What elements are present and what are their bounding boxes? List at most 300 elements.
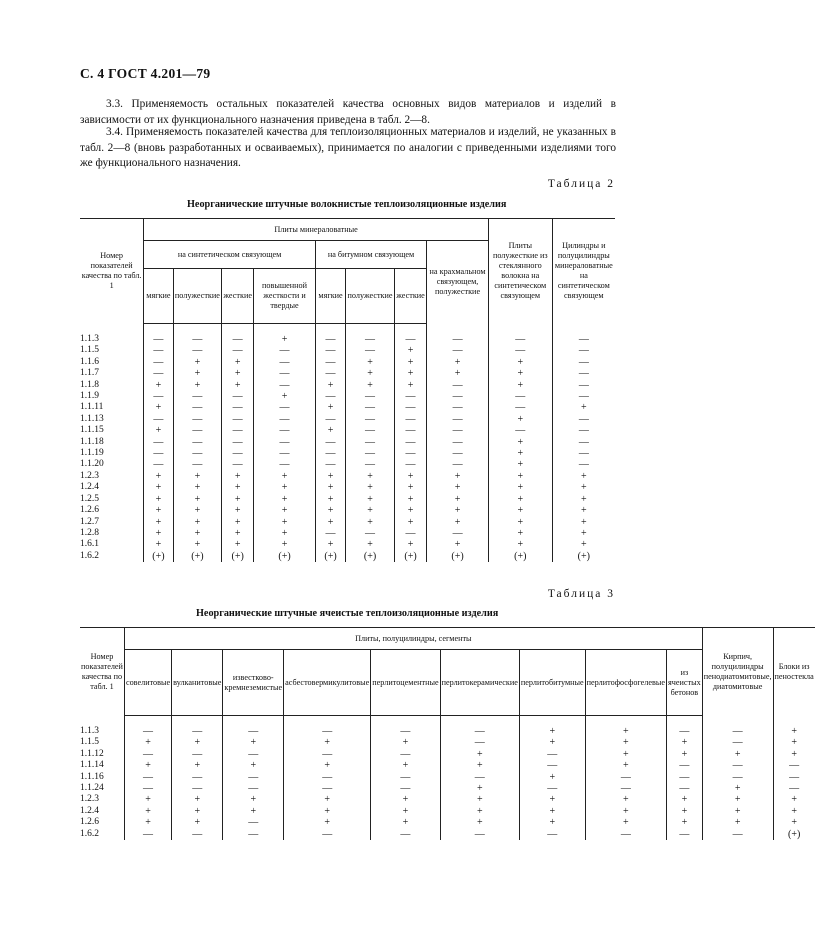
table-cell: — [315,414,345,425]
table-cell: + [284,806,371,817]
table2-head-syn-high: повышенной жесткости и твердые [254,269,316,324]
table-cell: + [346,357,395,368]
table-cell: — [702,760,773,771]
table3-head-bricks: Кирпич, полуцилиндры пенодиатомитовые, диатомитовые [702,628,773,716]
page-header: С. 4 ГОСТ 4.201—79 [80,66,211,81]
table-row [80,334,615,345]
table-cell: + [585,806,666,817]
table2-head-cylinders: Цилиндры и полуцилиндры минераловатные на синтетическом связующем [552,219,615,324]
table-cell: — [144,459,173,470]
table-cell: — [173,334,222,345]
table-cell: — [315,345,345,356]
table-cell: + [427,494,489,505]
table-cell: (+) [773,829,815,840]
table-row [80,817,815,828]
table2-head-syn-hard: жесткие [222,269,254,324]
table2-label: Таблица 2 [547,178,615,190]
table-cell: + [667,737,703,748]
table-cell: — [124,749,171,760]
table-cell: — [346,448,395,459]
table-cell: — [223,783,284,794]
table-cell: — [144,345,173,356]
table-cell: + [173,539,222,550]
table-cell: + [488,380,552,391]
table-row [80,345,615,356]
table-cell: — [222,345,254,356]
table-cell: + [254,482,316,493]
table-cell: + [488,448,552,459]
table-cell: — [124,783,171,794]
table-cell: + [124,806,171,817]
table-cell: — [427,414,489,425]
table-cell: — [315,437,345,448]
table2-head-bit-semi: полужесткие [346,269,395,324]
table-cell: — [702,772,773,783]
table3-label: Таблица 3 [547,588,615,600]
table-cell: + [552,517,615,528]
table-row [80,425,615,436]
table-cell: — [519,760,585,771]
table-cell: + [488,459,552,470]
table-cell: — [585,783,666,794]
table2-head-number: Номер показателей качества по табл. 1 [80,219,144,324]
table3-head-c1: совелитовые [124,650,171,716]
table-row [80,551,615,562]
table-cell: — [172,726,223,737]
table-cell: — [346,391,395,402]
table-cell: — [284,726,371,737]
row-number: 1.2.4 [80,482,99,493]
row-number: 1.1.18 [80,436,104,447]
table-row [80,448,615,459]
row-number: 1.6.2 [80,828,99,839]
table-row [80,806,815,817]
row-number: 1.1.7 [80,368,99,379]
table-row [80,414,615,425]
table-cell: — [346,402,395,413]
table-cell: + [773,726,815,737]
table-cell: + [552,494,615,505]
row-number: 1.1.6 [80,356,99,367]
table-cell: + [427,505,489,516]
table2-head-synthetic: на синтетическом связующем [144,241,316,269]
paragraph-3-4-text: 3.4. Применяемость показателей качества для теплоизоляционных материалов и изделий, не указанных в табл. 2—8 (вновь разработанных и осваиваемых), принимается по аналогии с приведенными изделиями того же функционального назначения. [80,126,616,169]
table-cell: — [223,749,284,760]
table-cell: — [427,437,489,448]
row-number: 1.1.9 [80,391,99,402]
table-cell: — [254,368,316,379]
table3-head-blocks: Блоки из пеностекла [773,628,815,716]
table-cell: — [254,437,316,448]
table-cell: — [371,772,440,783]
table-cell: + [488,414,552,425]
table-cell: + [254,334,316,345]
table-row [80,528,615,539]
table-cell: + [371,737,440,748]
table-cell: + [394,494,426,505]
table-cell: — [519,749,585,760]
paragraph-3-3-text: 3.3. Применяемость остальных показателей качества основных видов материалов и изделий в зависимости от их функционального назначения приведена в табл. 2—8. [80,98,616,126]
table2-head-glass-plates: Плиты полужесткие из стеклянного волокна на синтетическом связующем [488,219,552,324]
table3-head-number: Номер показателей качества по табл. 1 [80,628,124,716]
table-cell: + [346,380,395,391]
row-number: 1.1.11 [80,402,104,413]
row-number: 1.2.7 [80,516,99,527]
table-cell: — [427,334,489,345]
table-cell: — [427,345,489,356]
table-cell: + [488,505,552,516]
table-cell: + [427,517,489,528]
row-number: 1.1.14 [80,760,104,771]
table-cell: — [773,783,815,794]
table-cell: — [394,528,426,539]
table-cell: — [222,425,254,436]
table-cell: — [222,334,254,345]
table-cell: + [371,794,440,805]
table-cell: — [552,459,615,470]
table-cell: + [488,471,552,482]
table-cell: + [315,380,345,391]
table-cell: + [488,437,552,448]
table-cell: + [254,528,316,539]
table3-head-c5: перлитоцементные [371,650,440,716]
table-cell: — [488,334,552,345]
table-cell: — [394,459,426,470]
table-cell: + [124,817,171,828]
table-cell: + [427,368,489,379]
table-cell: — [552,448,615,459]
table-cell: + [519,726,585,737]
table-cell: + [488,482,552,493]
table-cell: — [773,772,815,783]
table3-body [80,726,815,840]
table-cell: + [223,806,284,817]
table-row [80,749,815,760]
table-cell: + [440,749,519,760]
table-cell: + [223,737,284,748]
table-cell: — [702,829,773,840]
table-cell: — [222,414,254,425]
table-row [80,402,615,413]
table-cell: — [552,391,615,402]
table-cell: + [346,505,395,516]
table3-title: Неорганические штучные ячеистые теплоизоляционные изделия [196,608,499,619]
table-cell: — [315,459,345,470]
row-number: 1.1.5 [80,737,99,748]
table-cell: — [427,448,489,459]
table-cell: — [552,414,615,425]
table-cell: + [254,391,316,402]
table-cell: + [394,368,426,379]
table-cell: — [346,459,395,470]
table-cell: — [315,391,345,402]
table-cell: — [394,448,426,459]
table-cell: + [172,737,223,748]
table-cell: + [254,517,316,528]
table-cell: — [346,437,395,448]
table-cell: — [440,772,519,783]
table-row [80,517,615,528]
table-cell: + [315,482,345,493]
table-cell: — [773,760,815,771]
table-cell: + [173,528,222,539]
table-cell: + [427,539,489,550]
table-cell: — [394,414,426,425]
table-cell: — [394,402,426,413]
table-cell: — [172,829,223,840]
table-cell: + [144,402,173,413]
paragraph-3-3 [80,97,616,128]
table-cell: + [440,760,519,771]
table-row [80,737,815,748]
table-cell: + [585,749,666,760]
table-row [80,760,815,771]
table-cell: (+) [346,551,395,562]
table-cell: + [371,760,440,771]
table-cell: — [173,345,222,356]
table3-head-c8: перлитофосфогелевые [585,650,666,716]
table-cell: + [488,528,552,539]
row-number: 1.1.16 [80,771,104,782]
table-cell: — [173,459,222,470]
table-cell: — [124,772,171,783]
table-cell: — [315,448,345,459]
table-cell: — [172,783,223,794]
table-cell: — [223,817,284,828]
table-cell: — [552,357,615,368]
table-cell: + [223,760,284,771]
table-cell: + [346,539,395,550]
table-cell: — [667,772,703,783]
table-cell: — [173,391,222,402]
table-row [80,482,615,493]
row-number: 1.2.5 [80,493,99,504]
table-cell: — [488,425,552,436]
row-number: 1.1.19 [80,448,104,459]
table-cell: + [222,505,254,516]
table-cell: — [284,749,371,760]
table-cell: — [667,760,703,771]
table-cell: — [427,528,489,539]
table-cell: + [440,794,519,805]
table-cell: — [667,726,703,737]
table-cell: — [488,345,552,356]
table-cell: — [552,368,615,379]
table2-head-bit-soft: мягкие [315,269,345,324]
table3-head-c7: перлитобитумные [519,650,585,716]
table-cell: — [173,437,222,448]
table-cell: + [585,817,666,828]
table-cell: + [371,817,440,828]
table-cell: + [172,760,223,771]
table-cell: + [144,539,173,550]
table3-head-c4: асбестовермикулитовые [284,650,371,716]
table-cell: — [254,448,316,459]
table-cell: + [144,505,173,516]
table-cell: + [488,539,552,550]
table-cell: — [346,334,395,345]
table-cell: — [254,402,316,413]
table-cell: + [519,817,585,828]
table-row [80,829,815,840]
table-cell: + [585,760,666,771]
table-cell: (+) [173,551,222,562]
table-cell: — [427,380,489,391]
table2-head-syn-semi: полужесткие [173,269,222,324]
table-cell: + [552,471,615,482]
table-cell: — [124,726,171,737]
table-cell: + [222,482,254,493]
table-cell: + [315,517,345,528]
table2-head-syn-soft: мягкие [144,269,173,324]
table2-head-mineral: Плиты минераловатные [144,219,489,241]
row-number: 1.6.1 [80,539,99,550]
table-cell: + [519,794,585,805]
table-cell: + [667,749,703,760]
table3-head-c2: вулканитовые [172,650,223,716]
table-cell: + [440,783,519,794]
table-cell: + [315,505,345,516]
table-cell: (+) [488,551,552,562]
table-cell: + [144,380,173,391]
table-cell: — [315,528,345,539]
table-cell: + [284,760,371,771]
table-cell: + [173,494,222,505]
table-cell: + [519,772,585,783]
table-cell: + [315,471,345,482]
table-cell: — [315,357,345,368]
table-row [80,726,815,737]
table-row [80,772,815,783]
row-number: 1.1.3 [80,334,99,344]
table-cell: + [667,817,703,828]
table-cell: + [144,482,173,493]
table-cell: + [488,517,552,528]
table-cell: + [254,539,316,550]
table-cell: — [702,726,773,737]
table-cell: — [173,414,222,425]
table-cell: — [552,345,615,356]
table-cell: + [222,528,254,539]
table-cell: (+) [394,551,426,562]
table-cell: — [702,737,773,748]
table-cell: — [488,402,552,413]
table-cell: + [173,368,222,379]
table-cell: — [222,391,254,402]
table-cell: (+) [552,551,615,562]
table-row [80,494,615,505]
table-cell: — [254,414,316,425]
table-cell: + [144,471,173,482]
table-cell: + [440,817,519,828]
table-cell: + [346,482,395,493]
row-number: 1.1.20 [80,459,104,470]
table-cell: + [346,517,395,528]
table-cell: — [585,829,666,840]
table-cell: — [222,437,254,448]
table-cell: + [773,817,815,828]
table-cell: + [144,494,173,505]
table-row [80,471,615,482]
table-cell: + [124,794,171,805]
table-cell: + [144,425,173,436]
table-cell: — [254,345,316,356]
table3-head-c6: перлитокерамические [440,650,519,716]
table-cell: (+) [254,551,316,562]
table-cell: — [222,402,254,413]
table-cell: + [254,471,316,482]
table-row [80,391,615,402]
table-cell: + [394,380,426,391]
table-cell: + [172,794,223,805]
table2 [80,218,615,562]
table-cell: — [254,459,316,470]
table-cell: — [440,829,519,840]
table3-head-group: Плиты, полуцилиндры, сегменты [124,628,702,650]
table-cell: — [254,425,316,436]
table-cell: + [254,505,316,516]
row-number: 1.2.6 [80,817,99,828]
table2-head-bit-hard: жесткие [394,269,426,324]
table-cell: — [144,448,173,459]
table-cell: + [173,471,222,482]
table-cell: + [284,817,371,828]
table-cell: + [346,368,395,379]
table-cell: — [371,726,440,737]
table-cell: — [222,448,254,459]
table-cell: + [315,539,345,550]
table-row [80,437,615,448]
table-cell: — [173,402,222,413]
table-cell: — [585,772,666,783]
table-cell: + [284,794,371,805]
table-cell: + [315,494,345,505]
table-cell: (+) [427,551,489,562]
table-cell: + [552,482,615,493]
table-cell: + [173,517,222,528]
table-cell: + [427,482,489,493]
table-cell: — [144,437,173,448]
table-cell: — [394,391,426,402]
table-cell: — [552,437,615,448]
table-row [80,380,615,391]
table-cell: + [222,517,254,528]
row-number: 1.2.6 [80,505,99,516]
table-cell: — [173,448,222,459]
table-cell: + [173,357,222,368]
table-cell: + [552,402,615,413]
table-cell: — [144,334,173,345]
table-cell: — [394,334,426,345]
table-cell: — [667,829,703,840]
table-cell: — [427,391,489,402]
table-cell: — [284,772,371,783]
table-cell: — [667,783,703,794]
table-row [80,505,615,516]
row-number: 1.1.8 [80,379,99,390]
table-cell: — [519,783,585,794]
row-number: 1.1.15 [80,425,104,436]
table-cell: — [346,414,395,425]
table-cell: — [144,414,173,425]
table-cell: + [222,380,254,391]
table3 [80,627,815,840]
table-cell: + [223,794,284,805]
table-cell: — [346,528,395,539]
table-cell: + [394,539,426,550]
table-cell: + [173,380,222,391]
table-cell: — [440,726,519,737]
